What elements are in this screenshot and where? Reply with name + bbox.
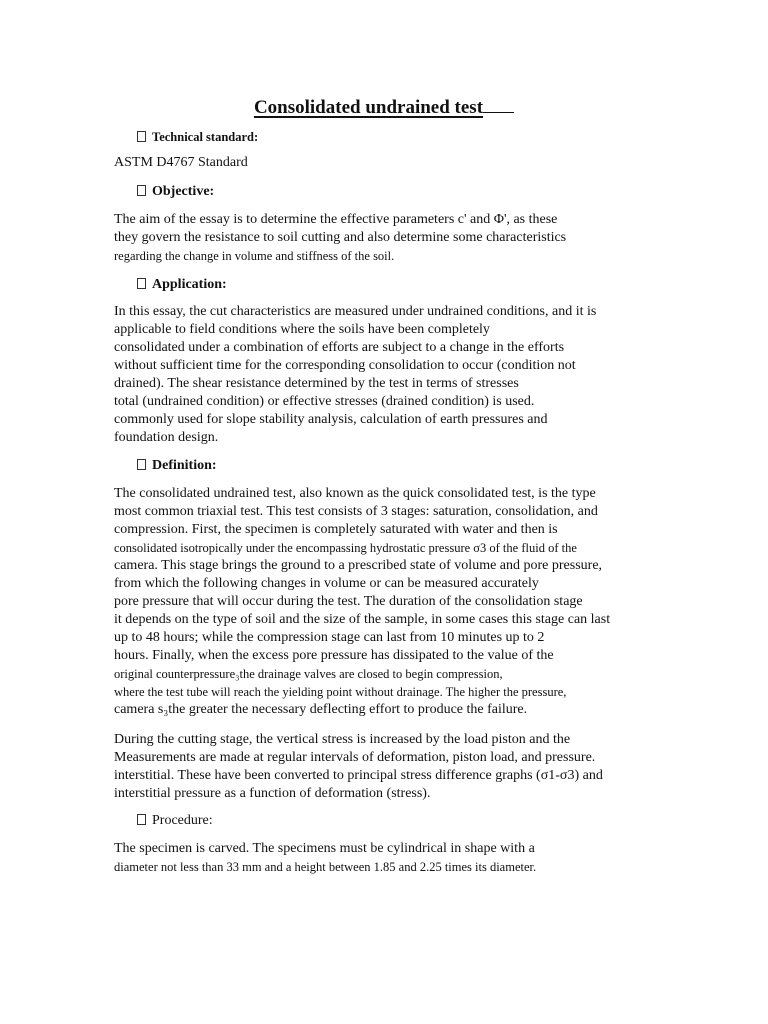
title-text: Consolidated undrained test — [253, 97, 484, 118]
application-paragraph — [114, 303, 654, 447]
title-underline-tail — [483, 94, 514, 113]
text-line: The specimen is carved. The specimens must be cylindrical in shape with a — [114, 841, 535, 856]
text-line: from which the following changes in volume or can be measured accurately — [114, 576, 539, 591]
heading-application — [137, 276, 227, 294]
text-line: hours. Finally, when the excess pore pressure has dissipated to the value of the — [114, 648, 554, 663]
text-line: commonly used for slope stability analysis, calculation of earth pressures and — [114, 412, 548, 427]
heading-technical-standard — [137, 128, 258, 146]
text-line: up to 48 hours; while the compression stage can last from 10 minutes up to 2 — [114, 630, 545, 645]
heading-label: Definition: — [152, 458, 217, 473]
text-line: The aim of the essay is to determine the effective parameters c' and Φ', as these — [114, 212, 558, 227]
text-line: applicable to field conditions where the soils have been completely — [114, 322, 490, 337]
heading-label: Procedure: — [152, 813, 213, 828]
text-line: original counterpressure₃the drainage valves are closed to begin compression, — [114, 667, 503, 681]
objective-paragraph — [114, 211, 654, 265]
heading-definition — [137, 457, 217, 475]
bullet-box-icon — [137, 185, 146, 196]
text-line: Measurements are made at regular intervals of deformation, piston load, and pressure. — [114, 750, 596, 765]
text-line: consolidated under a combination of efforts are subject to a change in the efforts — [114, 340, 565, 355]
text-line: interstitial. These have been converted to principal stress difference graphs (σ1-σ3) and — [114, 768, 603, 783]
text-line: foundation design. — [114, 430, 219, 445]
text-line: interstitial pressure as a function of deformation (stress). — [114, 786, 431, 801]
text-line: where the test tube will reach the yielding point without drainage. The higher the pressure, — [114, 685, 567, 699]
text-line: compression. First, the specimen is completely saturated with water and then is — [114, 522, 558, 537]
text-line: most common triaxial test. This test consists of 3 stages: saturation, consolidation, and — [114, 504, 598, 519]
text-line: drained). The shear resistance determined by the test in terms of stresses — [114, 376, 519, 391]
text-line: In this essay, the cut characteristics are measured under undrained conditions, and it is — [114, 304, 597, 319]
text-line: regarding the change in volume and stiffness of the soil. — [114, 249, 395, 263]
technical-standard-text — [114, 154, 654, 172]
heading-procedure — [137, 812, 213, 830]
text-line: they govern the resistance to soil cutting and also determine some characteristics — [114, 230, 567, 245]
heading-label: Objective: — [152, 184, 215, 199]
text-line: it depends on the type of soil and the size of the sample, in some cases this stage can last — [114, 612, 611, 627]
text-line: consolidated isotropically under the encompassing hydrostatic pressure σ3 of the fluid of the — [114, 541, 577, 555]
text-line: diameter not less than 33 mm and a height between 1.85 and 2.25 times its diameter. — [114, 860, 537, 874]
procedure-paragraph — [114, 840, 654, 876]
heading-label: Application: — [152, 277, 227, 292]
heading-label: Technical standard: — [152, 130, 259, 144]
document-title — [0, 94, 768, 120]
bullet-box-icon — [137, 459, 146, 470]
bullet-box-icon — [137, 278, 146, 289]
bullet-box-icon — [137, 814, 146, 825]
text-line: without sufficient time for the corresponding consolidation to occur (condition not — [114, 358, 576, 373]
heading-objective — [137, 183, 214, 201]
text-line: camera s₃the greater the necessary deflecting effort to produce the failure. — [114, 702, 528, 717]
text-line: pore pressure that will occur during the test. The duration of the consolidation stage — [114, 594, 583, 609]
text-line: During the cutting stage, the vertical stress is increased by the load piston and the — [114, 732, 571, 747]
bullet-box-icon — [137, 131, 146, 142]
text-line: The consolidated undrained test, also known as the quick consolidated test, is the type — [114, 486, 596, 501]
text-line: total (undrained condition) or effective stresses (drained condition) is used. — [114, 394, 535, 409]
definition-paragraph-2 — [114, 731, 654, 803]
text-line: ASTM D4767 Standard — [114, 155, 248, 170]
definition-paragraph-1 — [114, 485, 654, 719]
text-line: camera. This stage brings the ground to a prescribed state of volume and pore pressure, — [114, 558, 603, 573]
